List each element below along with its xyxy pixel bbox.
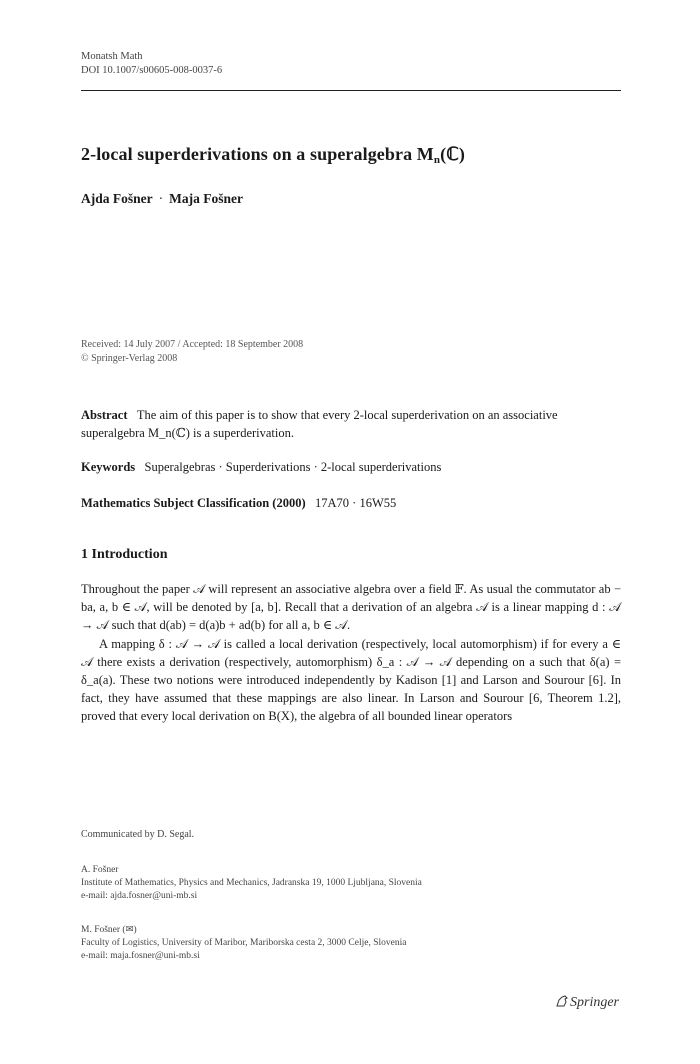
copyright-line: © Springer-Verlag 2008 [81, 353, 178, 364]
keywords-text: Superalgebras · Superderivations · 2-local superderivations [144, 460, 442, 474]
communicated-by: Communicated by D. Segal. [81, 829, 195, 840]
affiliation [81, 864, 422, 903]
paragraph: Throughout the paper 𝒜 will represent an associative algebra over a field 𝔽. As usual the commutator ab − ba, a, b ∈ 𝒜, will be denoted by [a, b]. Recall that a derivation of an algebra 𝒜 is a linear mapping d : 𝒜 → 𝒜 such that d(ab) = d(a)b + ad(b) for all a, b ∈ 𝒜. [81, 582, 621, 633]
paper-title [81, 144, 465, 166]
abstract [81, 406, 621, 442]
keywords-label: Keywords [81, 460, 136, 474]
affiliation-email: e-mail: ajda.fosner@uni-mb.si [81, 891, 198, 901]
received-info [81, 338, 303, 366]
affiliation-address: Institute of Mathematics, Physics and Mechanics, Jadranska 19, 1000 Ljubljana, Slovenia [81, 878, 422, 888]
author-name: Ajda Fošner [81, 191, 153, 206]
section-heading: 1 Introduction [81, 547, 168, 562]
author-list [81, 191, 243, 207]
affiliation-address: Faculty of Logistics, University of Maribor, Mariborska cesta 2, 3000 Celje, Slovenia [81, 938, 407, 948]
affiliation-author: M. Fošner (✉) [81, 925, 137, 935]
affiliation-author: A. Fošner [81, 865, 119, 875]
author-name: Maja Fošner [169, 191, 243, 206]
msc-text: 17A70 · 16W55 [315, 496, 397, 510]
abstract-label: Abstract [81, 408, 128, 422]
publisher-logo [555, 994, 619, 1011]
msc-classification [81, 496, 396, 511]
author-separator: · [158, 191, 164, 206]
keywords [81, 460, 441, 475]
springer-horse-icon [555, 994, 569, 1008]
msc-label: Mathematics Subject Classification (2000) [81, 496, 306, 510]
title-main: 2-local superderivations on a superalgebra M [81, 144, 434, 164]
journal-header [81, 50, 222, 78]
journal-name: Monatsh Math [81, 51, 143, 62]
publisher-name: Springer [570, 995, 619, 1010]
received-line: Received: 14 July 2007 / Accepted: 18 September 2008 [81, 339, 304, 350]
abstract-text: The aim of this paper is to show that every 2-local superderivation on an associative superalgebra M_n(ℂ) is a superderivation. [81, 408, 558, 440]
journal-doi: DOI 10.1007/s00605-008-0037-6 [81, 65, 223, 76]
title-tail: (ℂ) [440, 144, 465, 164]
paragraph: A mapping δ : 𝒜 → 𝒜 is called a local derivation (respectively, local automorphism) if for every a ∈ 𝒜 there exists a derivation (respectively, automorphism) δ_a : 𝒜 → 𝒜 depending on a such that δ(a) = δ_a(a). These two notions were introduced independently by Kadison [1] and Larson and Sourour [6]. In fact, they have assumed that these mappings are also linear. In Larson and Sourour [6, Theorem 1.2], proved that every local derivation on B(X), the algebra of all bounded linear operators [81, 636, 621, 724]
affiliation [81, 924, 406, 963]
title-subscript: n [433, 154, 441, 166]
body-text [81, 580, 621, 726]
header-rule [81, 90, 621, 91]
affiliation-email: e-mail: maja.fosner@uni-mb.si [81, 951, 200, 961]
